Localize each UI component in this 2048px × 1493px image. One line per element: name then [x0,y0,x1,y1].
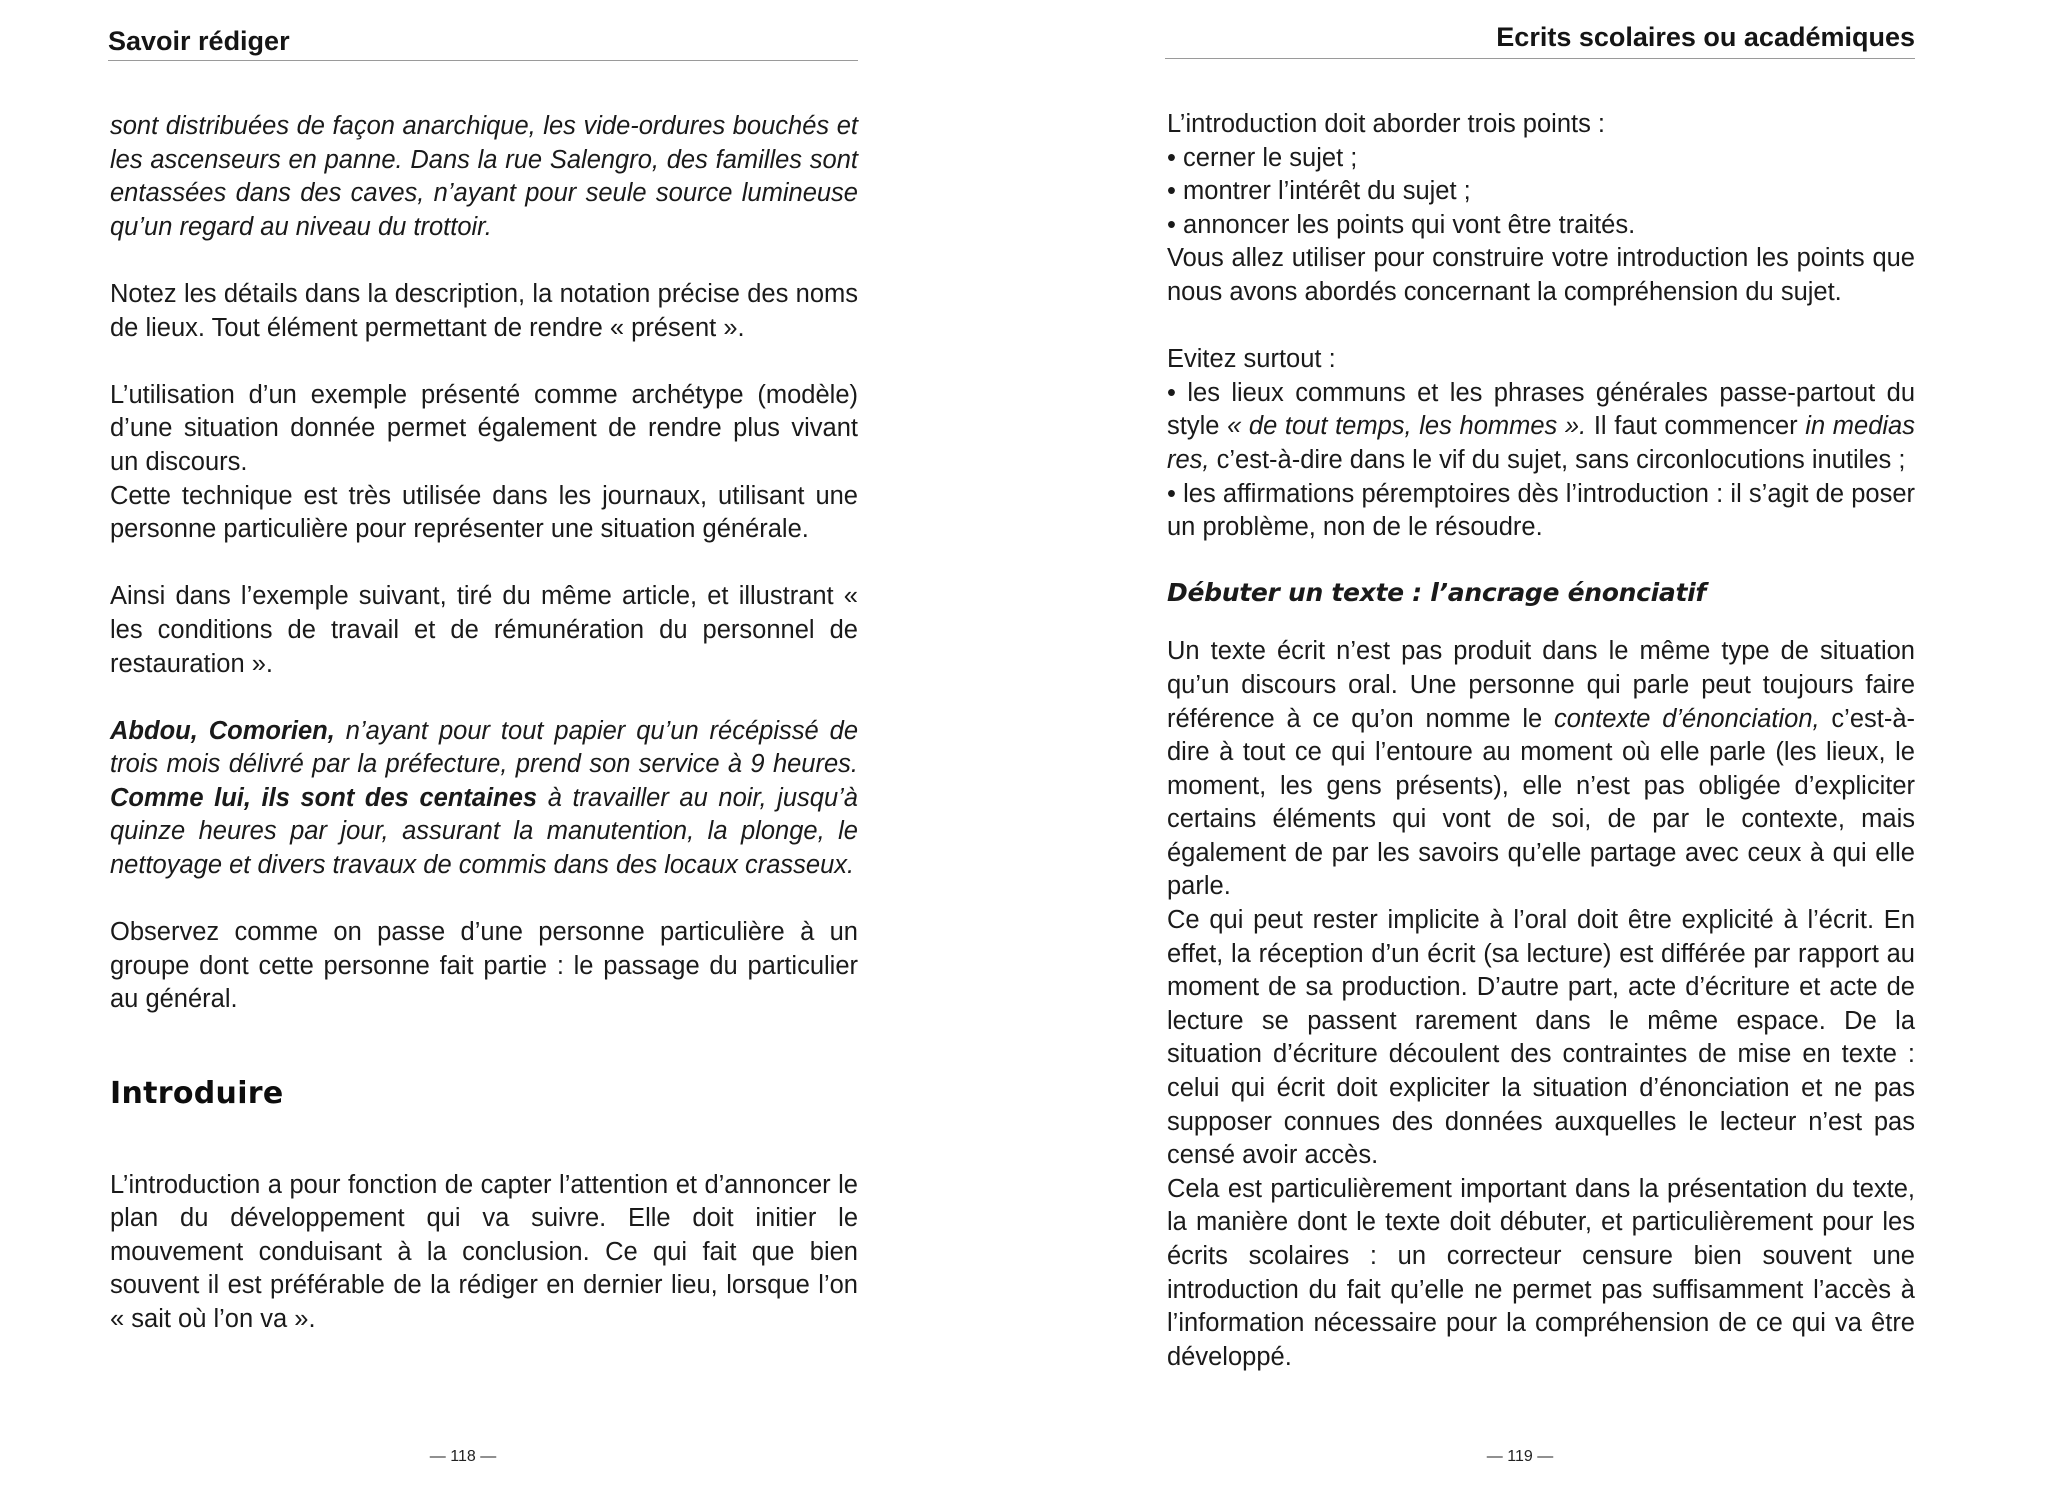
quote-text-1: n’ayant pour tout papier qu’un récépissé de trois mois délivré par la préfecture, prend son service à 9 heures. [110,716,858,779]
list-item: • annoncer les points qui vont être traités. [1167,209,1915,243]
list-item: • montrer l’intérêt du sujet ; [1167,175,1915,209]
p1-italic: contexte d’énonciation, [1554,704,1820,733]
paragraph-details: Notez les détails dans la description, la notation précise des noms de lieux. Tout élément permettant de rendre « présent ». [110,279,858,342]
section-title-introduire: Introduire [110,1076,284,1112]
p1-text-b: c’est-à-dire à tout ce qui l’entoure au moment où elle parle (les lieux, le moment, les gens présents), elle n’est pas obligée d’expliciter certains éléments qui vont de soi, de par le contexte, mais également de par les savoirs qu’elle partage avec ceux à qui elle parle. [1167,704,1916,901]
quote-bold-1: Abdou, Comorien, [110,716,335,745]
avoid-italic-2: in medias res, [1167,412,1915,474]
paragraph-example-intro: Ainsi dans l’exemple suivant, tiré du même article, et illustrant « les conditions de travail et de rémunération du personnel de restauration ». [110,582,858,678]
paragraph-introduction: L’introduction a pour fonction de capter l’attention et d’annoncer le plan du développement qui va suivre. Elle doit initier le mouvement conduisant à la conclusion. Ce qui fait que bien souvent il est préférable de la rédiger en dernier lieu, lorsque l’on « sait où l’on va ». [110,1170,858,1333]
right-page-body [1167,108,1915,1374]
avoid-lead: Evitez surtout : [1167,345,1336,374]
quote-bold-2: Comme lui, ils sont des centaines [110,783,538,812]
avoid-text-b: Il faut commencer [1586,412,1806,441]
paragraph-observation: Observez comme on passe d’une personne particulière à un groupe dont cette personne fait partie : le passage du particulier au général. [110,918,858,1014]
avoid-text-a: les lieux communs et les phrases générales passe-partout du style [1167,378,1916,441]
paragraph-implicite: Ce qui peut rester implicite à l’oral doit être explicité à l’écrit. En effet, la réception d’un écrit (sa lecture) est différée par rapport au moment de sa production. D’autre part, acte d’écriture et acte de lecture se passent rarement dans le même espace. De la situation d’écriture découlent des contraintes de mise en texte : celui qui écrit doit expliciter la situation d’énonciation et ne pas supposer connues des données auxquelles le lecteur n’est pas censé avoir accès. [1167,906,1915,1170]
subheading-ancrage: Débuter un texte : l’ancrage énonciatif [1167,577,1706,607]
right-page [1165,0,1915,1493]
intro-lead: L’introduction doit aborder trois points : [1167,110,1606,138]
running-head-right: Ecrits scolaires ou académiques [1165,22,1915,59]
avoid-list [1167,377,1915,545]
paragraph-archetype: L’utilisation d’un exemple présenté comme archétype (modèle) d’une situation donnée permet également de rendre plus vivant un discours. [110,380,858,476]
list-item [1167,377,1915,478]
list-item: • les affirmations péremptoires dès l’introduction : il s’agit de poser un problème, non de le résoudre. [1167,478,1915,545]
left-page-body [110,110,858,1370]
intro-points-list [1167,142,1915,243]
avoid-text-c: c’est-à-dire dans le vif du sujet, sans circonlocutions inutiles ; [1209,445,1906,474]
avoid-italic-1: « de tout temps, les hommes ». [1227,412,1587,441]
quote-abdou [110,715,858,883]
quote-continuation: sont distribuées de façon anarchique, les vide-ordures bouchés et les ascenseurs en panne. Dans la rue Salengro, des familles sont entassées dans des caves, n’ayant pour seule source lumineuse qu’un regard au niveau du trottoir. [110,112,858,241]
paragraph-presentation: Cela est particulièrement important dans la présentation du texte, la manière dont le texte doit débuter, et particulièrement pour les écrits scolaires : un correcteur censure bien souvent une introduction du fait qu’elle ne permet pas suffisamment l’accès à l’information nécessaire pour la compréhension de ce qui va être développé. [1167,1174,1915,1371]
page-number-119: — 119 — [1486,1448,1554,1465]
intro-follow: Vous allez utiliser pour construire votre introduction les points que nous avons abordés concernant la compréhension du sujet. [1167,244,1915,306]
paragraph-texte-ecrit [1167,635,1915,904]
paragraph-technique: Cette technique est très utilisée dans les journaux, utilisant une personne particulière pour représenter une situation générale. [110,481,858,544]
p1-text-a: Un texte écrit n’est pas produit dans le même type de situation qu’un discours oral. Une personne qui parle peut toujours faire référence à ce qu’on nomme le [1167,637,1915,733]
running-head-left: Savoir rédiger [108,26,858,61]
page-number-118: — 118 — [429,1448,497,1465]
list-item: • cerner le sujet ; [1167,142,1915,176]
quote-text-2: à travailler au noir, jusqu’à quinze heures par jour, assurant la manutention, la plonge, le nettoyage et divers travaux de commis dans des locaux crasseux. [110,783,858,880]
left-page [108,0,858,1493]
